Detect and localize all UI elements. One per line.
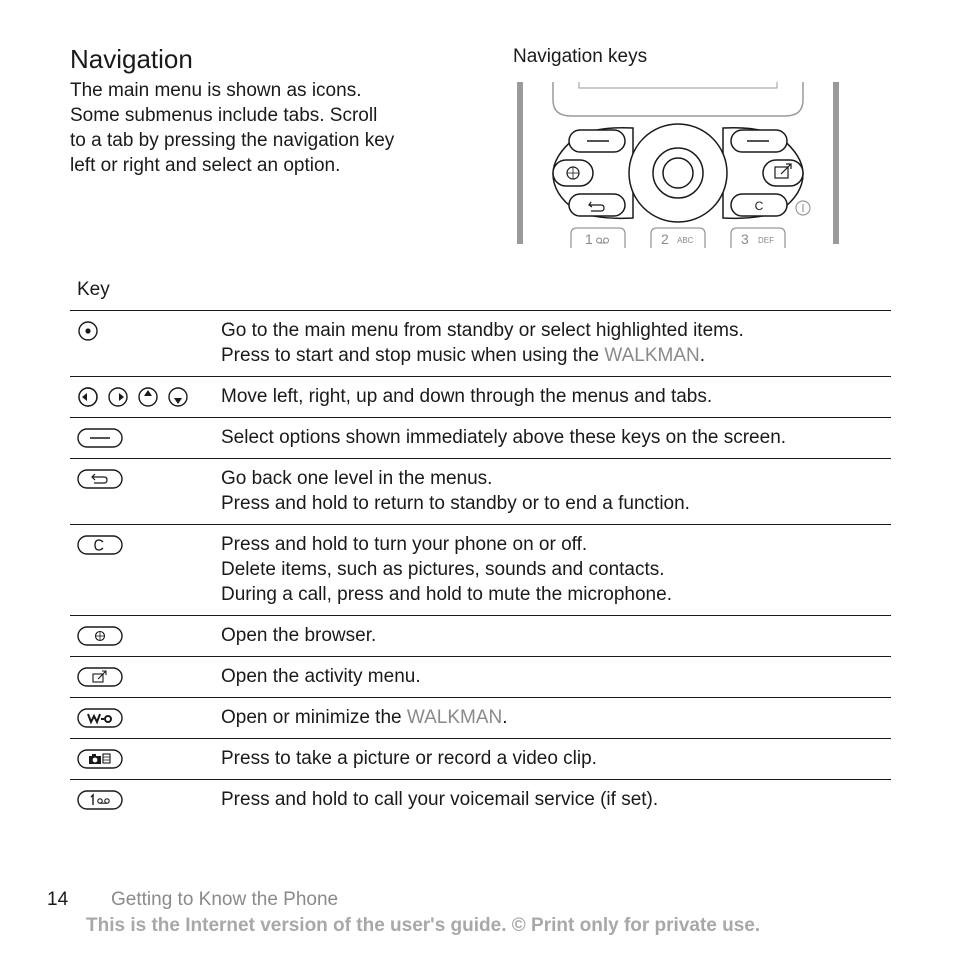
intro-line: to a tab by pressing the navigation key (70, 130, 395, 151)
table-row (70, 698, 891, 739)
nav-up-icon (137, 386, 159, 408)
navigation-key-outer (629, 124, 727, 222)
walkman-brand-text: WALKMAN (604, 345, 700, 366)
activity-menu-key (763, 160, 803, 186)
key-description-line: Go back one level in the menus. (221, 468, 493, 489)
table-row (70, 418, 891, 459)
nav-left-icon (77, 386, 99, 408)
key-description-text: . (502, 707, 508, 728)
nav-down-icon (167, 386, 189, 408)
intro-line: Some submenus include tabs. Scroll (70, 105, 378, 126)
key-description-line: Open the activity menu. (221, 666, 421, 687)
key-description-line: During a call, press and hold to mute the microphone. (221, 584, 672, 605)
navigation-keys-illustration (513, 78, 843, 248)
number-key-3-letters: DEF (758, 236, 774, 245)
table-row (70, 377, 891, 418)
phone-right-edge (833, 82, 839, 244)
walkman-brand-text: WALKMAN (406, 707, 503, 728)
browser-key-icon (77, 625, 123, 647)
key-description-line: Open the browser. (221, 625, 377, 646)
section-title: Getting to Know the Phone (111, 889, 339, 910)
selection-key-icon (77, 427, 123, 449)
number-key-1-label: 1 (585, 231, 593, 247)
key-description-line: Move left, right, up and down through the menus and tabs. (221, 386, 713, 407)
number-key-2-label: 2 (661, 231, 669, 247)
phone-left-edge (517, 82, 523, 244)
figure-caption: Navigation keys (513, 46, 648, 67)
nav-right-icon (107, 386, 129, 408)
key-description-line: Press and hold to turn your phone on or off. (221, 534, 588, 555)
key-table-heading: Key (77, 279, 110, 300)
voicemail-key-icon (77, 789, 123, 811)
number-key-2-letters: ABC (677, 236, 694, 245)
activity-menu-key-icon (77, 666, 123, 688)
key-description-line: Press and hold to call your voicemail service (if set). (221, 789, 659, 810)
clear-key-label: C (754, 199, 764, 213)
key-description-line: Press to take a picture or record a video clip. (221, 748, 597, 769)
clear-key-icon (77, 534, 123, 556)
navigation-arrows-icon (77, 386, 221, 408)
intro-line: The main menu is shown as icons. (70, 80, 362, 101)
intro-paragraph (70, 78, 470, 178)
table-row (70, 459, 891, 525)
key-description-line (221, 705, 891, 730)
key-description-text: Press to start and stop music when using the (221, 345, 605, 366)
table-row (70, 739, 891, 780)
copyright-notice: This is the Internet version of the user's guide. © Print only for private use. (86, 915, 761, 936)
key-description-line: Press and hold to return to standby or to end a function. (221, 493, 690, 514)
table-row (70, 311, 891, 377)
key-description-line: Delete items, such as pictures, sounds and contacts. (221, 559, 665, 580)
key-description-text: Open or minimize the (221, 707, 407, 728)
camera-key-icon (77, 748, 123, 770)
walkman-key-icon (77, 707, 123, 729)
number-key-3-label: 3 (741, 231, 749, 247)
screen-bottom-outline (553, 82, 803, 116)
intro-line: left or right and select an option. (70, 155, 341, 176)
key-table (70, 310, 891, 820)
key-description-text: . (699, 345, 706, 366)
page-title: Navigation (70, 44, 193, 74)
table-row (70, 657, 891, 698)
table-row (70, 525, 891, 616)
key-description-line: Select options shown immediately above these keys on the screen. (221, 427, 787, 448)
table-row (70, 616, 891, 657)
key-description-line (221, 343, 891, 368)
table-row (70, 780, 891, 821)
key-description-line: Go to the main menu from standby or select highlighted items. (221, 320, 744, 341)
page-number: 14 (47, 889, 69, 910)
back-key-icon (77, 468, 123, 490)
screen-inner-line (579, 82, 777, 88)
center-select-key-icon (77, 320, 99, 342)
